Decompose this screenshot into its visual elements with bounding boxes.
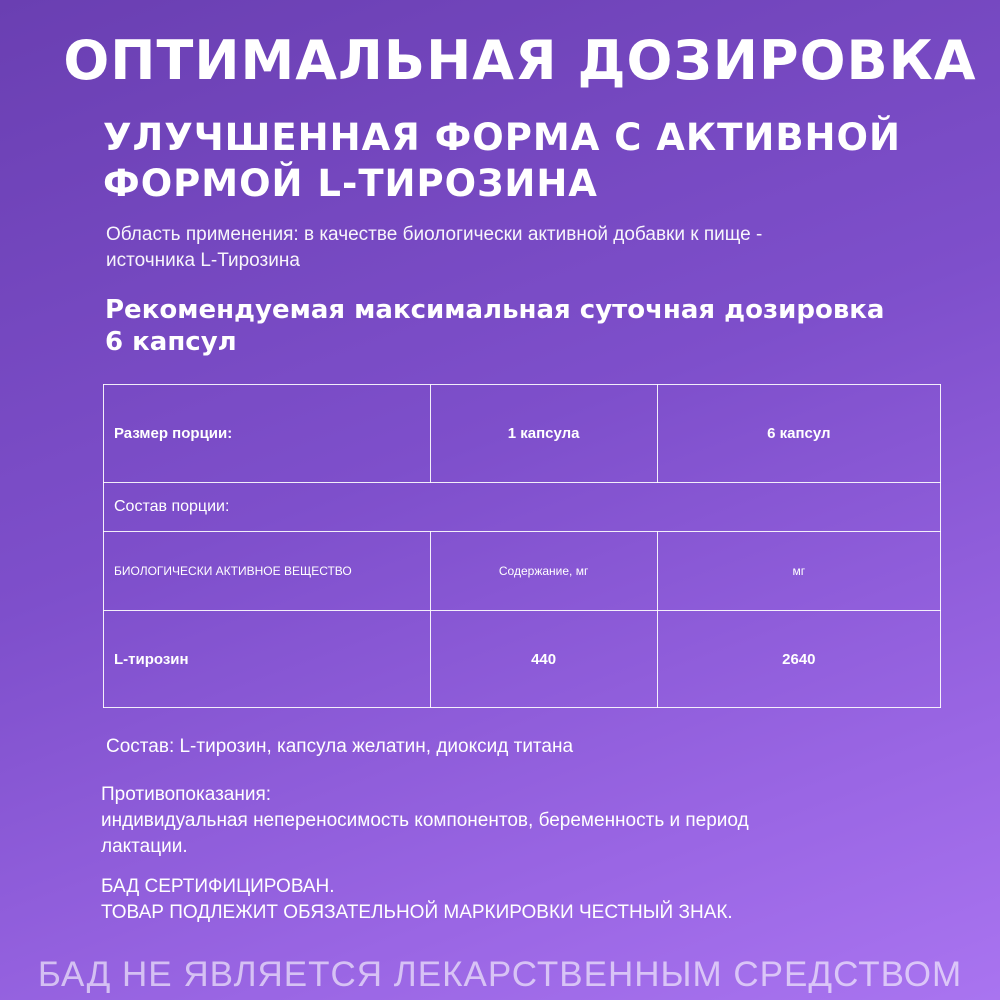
serving-size-label: Размер порции: [104, 385, 431, 483]
certification-line-1: БАД СЕРТИФИЦИРОВАН. [101, 876, 335, 897]
serving-six-capsules: 6 капсул [657, 385, 940, 483]
table-row [104, 385, 941, 483]
subtitle [103, 115, 963, 207]
ingredient-amount-1: 440 [430, 611, 657, 708]
content-header: Содержание, мг [430, 532, 657, 611]
subtitle-line-1: УЛУЧШЕННАЯ ФОРМА С АКТИВНОЙ [103, 116, 901, 159]
daily-dose-title [105, 294, 975, 358]
daily-dose-line-2: 6 капсул [105, 327, 237, 357]
certification-line-2: ТОВАР ПОДЛЕЖИТ ОБЯЗАТЕЛЬНОЙ МАРКИРОВКИ ЧЕСТНЫЙ ЗНАК. [101, 902, 733, 923]
contraindications [101, 782, 981, 860]
composition-text: Состав: L-тирозин, капсула желатин, диоксид титана [106, 736, 574, 757]
certification [101, 874, 981, 926]
application-text [106, 222, 966, 274]
subtitle-line-2: ФОРМОЙ L-ТИРОЗИНА [103, 162, 598, 205]
table-row [104, 611, 941, 708]
ingredient-name: L-тирозин [104, 611, 431, 708]
mg-header: мг [657, 532, 940, 611]
table-row [104, 483, 941, 532]
supplement-facts-table [103, 384, 941, 708]
contraindications-line-3: лактации. [101, 836, 188, 857]
contraindications-title: Противопоказания: [101, 784, 272, 805]
application-line-2: источника L-Тирозина [106, 250, 300, 271]
application-line-1: Область применения: в качестве биологически активной добавки к пище - [106, 224, 763, 245]
disclaimer: БАД НЕ ЯВЛЯЕТСЯ ЛЕКАРСТВЕННЫМ СРЕДСТВОМ [37, 955, 963, 994]
serving-one-capsule: 1 капсула [430, 385, 657, 483]
composition-label: Состав порции: [104, 483, 941, 532]
contraindications-line-2: индивидуальная непереносимость компонентов, беременность и период [101, 810, 749, 831]
substance-header: БИОЛОГИЧЕСКИ АКТИВНОЕ ВЕЩЕСТВО [104, 532, 431, 611]
daily-dose-line-1: Рекомендуемая максимальная суточная дозировка [105, 295, 885, 325]
table-row [104, 532, 941, 611]
ingredient-amount-6: 2640 [657, 611, 940, 708]
page-headline: ОПТИМАЛЬНАЯ ДОЗИРОВКА [63, 29, 977, 92]
